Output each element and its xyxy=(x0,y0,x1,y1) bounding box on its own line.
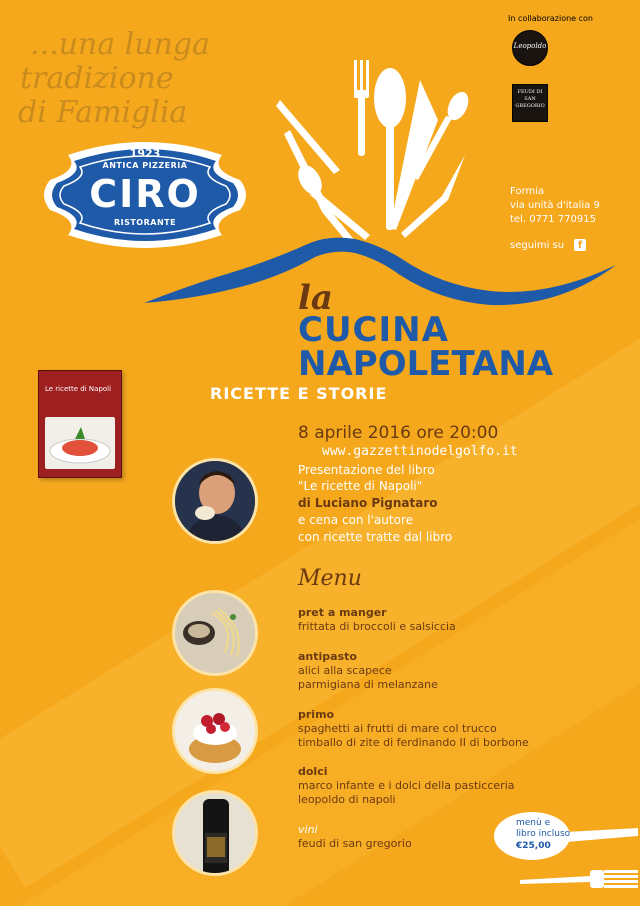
contact-address: via unità d'italia 9 xyxy=(510,200,600,211)
vesuvio-wave-icon xyxy=(140,225,620,318)
dessert-photo xyxy=(172,688,258,774)
tagline-line-2: tradizione xyxy=(20,61,174,96)
event-website[interactable]: www.gazzettinodelgolfo.it xyxy=(322,444,518,459)
menu-section-antipasto xyxy=(298,650,438,692)
menu-item: alici alla scapece xyxy=(298,664,392,677)
tagline-line-3: di Famiglia xyxy=(18,95,188,130)
menu-category: vini xyxy=(298,823,318,836)
spaghetti-photo xyxy=(172,590,258,676)
title-line-1: CUCINA xyxy=(298,310,449,350)
partner-logo-feudi xyxy=(512,84,548,122)
price-line-2: libro incluso xyxy=(516,829,571,839)
book-cover xyxy=(38,370,122,478)
logo-type: RISTORANTE xyxy=(113,218,177,227)
menu-item: parmigiana di melanzane xyxy=(298,678,438,691)
menu-section-vini xyxy=(298,823,412,851)
wine-photo xyxy=(172,790,258,876)
cutlery-illustration-icon xyxy=(270,60,490,250)
contact-city: Formia xyxy=(510,186,545,197)
partner-feudi-name: FEUDI DI SAN GREGORIO xyxy=(515,89,545,109)
menu-heading: Menu xyxy=(298,566,362,591)
author-portrait-icon xyxy=(175,461,255,541)
price-amount: €25,00 xyxy=(516,841,551,851)
fork-icon xyxy=(520,860,640,896)
partner-leopoldo-name: Leopoldo xyxy=(513,42,547,50)
menu-item: frittata di broccoli e salsiccia xyxy=(298,620,456,633)
event-line-3: di Luciano Pignataro xyxy=(298,496,438,510)
title-line-2: NAPOLETANA xyxy=(298,344,554,384)
logo-subtitle: ANTICA PIZZERIA xyxy=(102,161,188,170)
contact-social: seguimi su xyxy=(510,240,565,251)
menu-category: primo xyxy=(298,708,335,721)
author-photo xyxy=(172,458,258,544)
facebook-icon[interactable]: f xyxy=(574,239,586,251)
menu-category: pret a manger xyxy=(298,606,387,619)
menu-item: leopoldo di napoli xyxy=(298,793,396,806)
menu-section-pret-a-manger xyxy=(298,606,456,634)
menu-item: spaghetti ai frutti di mare col trucco xyxy=(298,722,497,735)
dessert-icon xyxy=(175,691,255,771)
event-line-1: Presentazione del libro xyxy=(298,463,435,477)
event-line-5: con ricette tratte dal libro xyxy=(298,530,453,544)
event-line-4: e cena con l'autore xyxy=(298,513,414,527)
menu-item: feudi di san gregorio xyxy=(298,837,412,850)
event-line-2: "Le ricette di Napoli" xyxy=(298,479,423,493)
book-cover-image xyxy=(45,417,115,469)
contact-phone: tel. 0771 770915 xyxy=(510,214,597,225)
wine-bottle-icon xyxy=(175,793,255,873)
logo-year: 1923 xyxy=(129,147,161,160)
spaghetti-clams-icon xyxy=(175,593,255,673)
menu-section-primo xyxy=(298,708,529,750)
menu-category: dolci xyxy=(298,765,328,778)
collaboration-label: In collaborazione con xyxy=(508,14,593,23)
logo-name: CIRO xyxy=(89,172,201,216)
menu-item: timballo di zite di ferdinando II di borbone xyxy=(298,736,529,749)
partner-logo-leopoldo xyxy=(512,30,548,66)
menu-item: marco infante e i dolci della pasticceria xyxy=(298,779,515,792)
menu-section-dolci xyxy=(298,765,515,807)
pasta-plate-icon xyxy=(45,417,115,469)
title-la: la xyxy=(298,278,333,318)
price-line-1: menù e xyxy=(516,818,551,828)
book-title: Le ricette di Napoli xyxy=(45,385,112,393)
title-subtitle: RICETTE E STORIE xyxy=(210,384,388,403)
menu-category: antipasto xyxy=(298,650,357,663)
tagline-line-1: ...una lunga xyxy=(30,27,210,62)
event-date: 8 aprile 2016 ore 20:00 xyxy=(298,423,499,443)
